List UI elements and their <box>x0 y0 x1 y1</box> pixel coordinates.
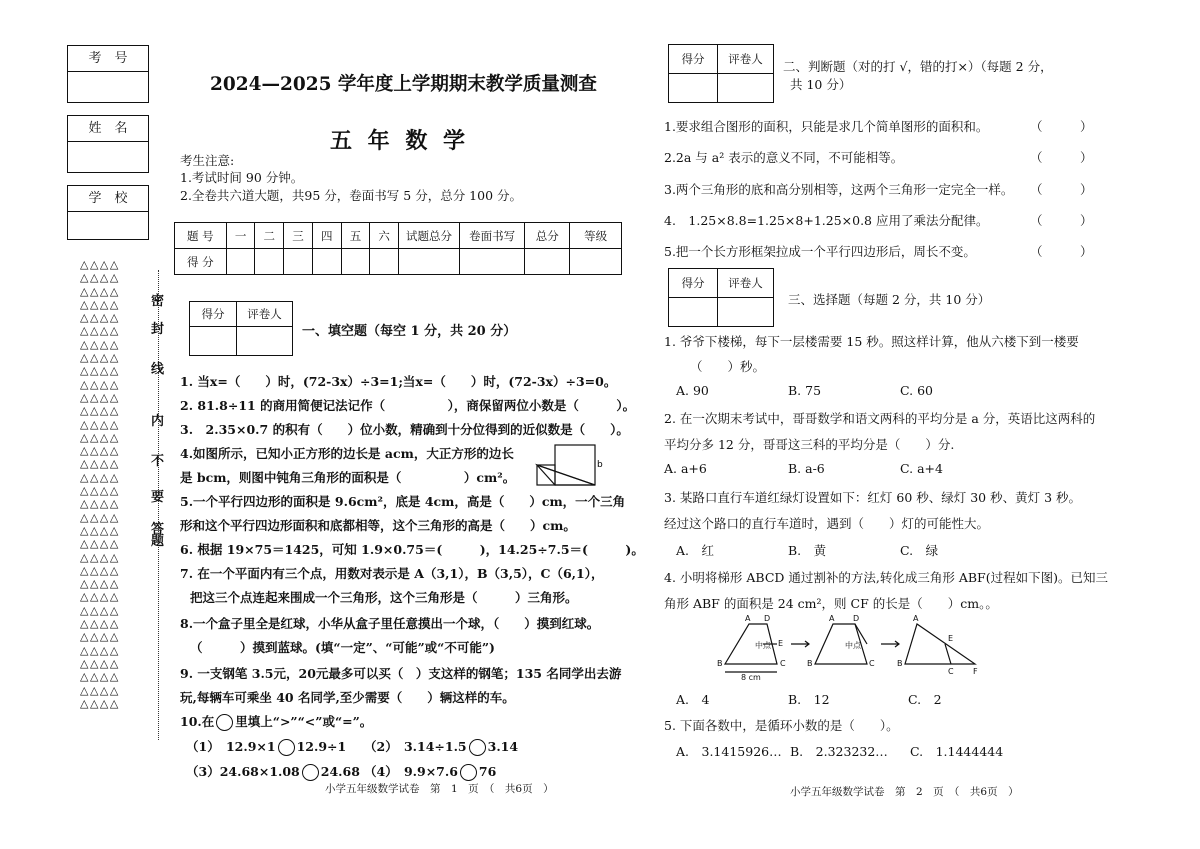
triangle-row: △△△△ <box>80 364 120 378</box>
label-F: F <box>973 667 978 676</box>
fill-question-4a: 4.如图所示，已知小正方形的边长是 acm，大正方形的边长 <box>180 446 514 461</box>
choice-q3-c[interactable]: C. 绿 <box>900 543 939 558</box>
score-cell[interactable] <box>226 249 255 275</box>
judge-question-5: 5.把一个长方形框架拉成一个平行四边形后，周长不变。 <box>664 244 976 259</box>
triangle-row: △△△△ <box>80 563 120 577</box>
triangle-border <box>80 258 150 710</box>
triangle-row: △△△△ <box>80 670 120 684</box>
compare-circle[interactable] <box>469 739 486 756</box>
answer-paren[interactable]: （ ） <box>1030 150 1093 165</box>
section2-title-line1: 二、判断题（对的打 √，错的打×）（每题 2 分， <box>783 59 1053 74</box>
choice-q4-a[interactable]: A. 4 <box>676 692 710 707</box>
triangle-row: △△△△ <box>80 284 120 298</box>
label-E: E <box>948 634 954 643</box>
score-header: 四 <box>312 223 341 249</box>
figure-label-b: b <box>597 460 603 470</box>
choice-q5-a[interactable]: A. 3.1415926… <box>676 744 782 759</box>
grader-score-label: 得分 <box>190 302 237 327</box>
answer-paren[interactable]: （ ） <box>1030 119 1093 134</box>
triangle-row: △△△△ <box>80 271 120 285</box>
fill-question-10 <box>180 712 372 731</box>
compare-right: 24.68 <box>320 764 360 779</box>
choice-q1-a[interactable]: A. 90 <box>676 383 709 398</box>
triangle-row: △△△△ <box>80 470 120 484</box>
choice-q3-a[interactable]: A. 红 <box>676 543 715 558</box>
fill-question-9a: 9. 一支钢笔 3.5元，20元最多可以买（ ）支这样的钢笔；135 名同学出去游 <box>180 666 622 681</box>
compare-circle[interactable] <box>302 764 319 781</box>
exam-number-box <box>67 45 149 103</box>
score-cell[interactable] <box>525 249 570 275</box>
school-label: 学 校 <box>68 186 148 212</box>
grader-name-label: 评卷人 <box>237 302 293 327</box>
grader-score-cell[interactable] <box>669 74 718 103</box>
grader-box <box>189 301 293 356</box>
triangle-row: △△△△ <box>80 683 120 697</box>
score-header: 等级 <box>570 223 622 249</box>
answer-paren[interactable]: （ ） <box>1030 213 1093 228</box>
judge-question-2: 2.2a 与 a² 表示的意义不同，不可能相等。 <box>664 150 904 165</box>
triangle-row: △△△△ <box>80 484 120 498</box>
score-header: 三 <box>284 223 313 249</box>
triangle-row: △△△△ <box>80 258 120 271</box>
seal-dotted-line <box>158 270 159 740</box>
big-square <box>555 445 595 485</box>
triangle-row: △△△△ <box>80 617 120 631</box>
label-B: B <box>807 659 813 668</box>
compare-left: （1） 12.9×1 <box>186 739 276 754</box>
section3-title: 三、选择题（每题 2 分，共 10 分） <box>788 292 991 307</box>
choice-q4-b: 角形 ABF 的面积是 24 cm²，则 CF 的长是（ ）cm。。 <box>664 596 998 611</box>
label-A: A <box>829 614 835 623</box>
fill-question-9b: 玩,每辆车可乘坐 40 名同学,至少需要（ ）辆这样的车。 <box>180 690 515 705</box>
compare-left: （2） 3.14÷1.5 <box>364 739 467 754</box>
triangle-row: △△△△ <box>80 311 120 325</box>
score-cell[interactable] <box>370 249 399 275</box>
grader-box <box>668 44 774 103</box>
triangle-row: △△△△ <box>80 537 120 551</box>
seal-char: 不 <box>151 454 165 469</box>
grader-name-cell[interactable] <box>237 327 293 356</box>
choice-q4-b-opt[interactable]: B. 12 <box>788 692 830 707</box>
triangle-row: △△△△ <box>80 523 120 537</box>
label-B: B <box>717 659 723 668</box>
triangle-row: △△△△ <box>80 297 120 311</box>
judge-question-3: 3.两个三角形的底和高分别相等，这两个三角形一定完全一样。 <box>664 182 1014 197</box>
choice-q1-blank: （ ）秒。 <box>690 359 766 374</box>
notice-item: 2.全卷共六道大题，共95 分，卷面书写 5 分，总分 100 分。 <box>180 188 523 203</box>
label-E: E <box>778 639 784 648</box>
fill-question-4b: 是 bcm，则图中钝角三角形的面积是（ ）cm²。 <box>180 470 516 485</box>
choice-q2-c[interactable]: C. a+4 <box>900 461 943 476</box>
compare-left: （4） 9.9×7.6 <box>364 764 458 779</box>
fill-question-7b: 把这三个点连起来围成一个三角形，这个三角形是（ ）三角形。 <box>190 590 578 605</box>
seal-char: 要 <box>151 490 165 505</box>
choice-q2-a[interactable]: A. a+6 <box>664 461 707 476</box>
choice-q2: 2. 在一次期末考试中，哥哥数学和语文两科的平均分是 a 分，英语比这两科的 <box>664 411 1096 426</box>
exam-title: 2024—2025 学年度上学期期末教学质量测查 <box>210 74 597 95</box>
compare-item-1 <box>186 737 346 756</box>
score-cell[interactable] <box>312 249 341 275</box>
grader-name-cell[interactable] <box>718 74 774 103</box>
seal-char: 封 <box>151 322 165 337</box>
label-A: A <box>745 614 751 623</box>
triangle-row: △△△△ <box>80 590 120 604</box>
triangle-row: △△△△ <box>80 643 120 657</box>
subject-title: 五 年 数 学 <box>330 128 469 154</box>
fill-question-8b: （ ）摸到蓝球。(填“一定”、“可能”或“不可能”) <box>190 640 495 655</box>
grader-score-cell[interactable] <box>669 298 718 327</box>
fill-question-5a: 5.一个平行四边形的面积是 9.6cm²，底是 4cm，高是（ ）cm，一个三角 <box>180 494 626 509</box>
compare-right: 12.9÷1 <box>296 739 347 754</box>
score-cell[interactable] <box>341 249 370 275</box>
score-header: 一 <box>226 223 255 249</box>
fill-question-8a: 8.一个盒子里全是红球，小华从盒子里任意摸出一个球，（ ）摸到红球。 <box>180 616 600 631</box>
score-header: 题 号 <box>175 223 227 249</box>
triangle-row: △△△△ <box>80 351 120 365</box>
triangle-row: △△△△ <box>80 577 120 591</box>
choice-q4: 4. 小明将梯形 ABCD 通过割补的方法,转化成三角形 ABF(过程如下图)。已知三 <box>664 570 1108 585</box>
fill-question-3: 3. 2.35×0.7 的积有（ ）位小数，精确到十分位得到的近似数是（ ）。 <box>180 422 629 437</box>
score-header: 六 <box>370 223 399 249</box>
squares-figure <box>535 443 607 488</box>
triangle-row: △△△△ <box>80 404 120 418</box>
score-table <box>174 222 622 275</box>
compare-circle[interactable] <box>278 739 295 756</box>
choice-q5: 5. 下面各数中，是循环小数的是（ ）。 <box>664 718 899 733</box>
label-C: C <box>869 659 875 668</box>
fill-question-2: 2. 81.8÷11 的商用简便记法记作（ ），商保留两位小数是（ ）。 <box>180 398 636 413</box>
grader-score-label: 得分 <box>669 45 718 74</box>
triangle-row: △△△△ <box>80 510 120 524</box>
score-header: 卷面书写 <box>459 223 524 249</box>
label-midpoint: 中点 <box>755 641 771 650</box>
trapezoid-figure <box>705 614 995 684</box>
triangle-row: △△△△ <box>80 497 120 511</box>
label-8cm: 8 cm <box>741 673 761 682</box>
label-B: B <box>897 659 903 668</box>
label-D: D <box>764 614 771 623</box>
answer-paren[interactable]: （ ） <box>1030 182 1093 197</box>
fill-question-1: 1. 当x=（ ）时，(72-3x）÷3=1;当x=（ ）时，(72-3x）÷3=0。 <box>180 374 617 389</box>
choice-q1-c[interactable]: C. 60 <box>900 383 933 398</box>
page-footer-right: 小学五年级数学试卷 第 2 页 （ 共6页 ） <box>790 786 1019 798</box>
choice-q5-c[interactable]: C. 1.1444444 <box>910 744 1004 759</box>
triangle-row: △△△△ <box>80 603 120 617</box>
fill-question-6: 6. 根据 19×75＝1425，可知 1.9×0.75＝( )，14.25÷7.5＝( )。 <box>180 542 644 557</box>
section2-title-line2: 共 10 分） <box>790 77 852 92</box>
triangle-row: △△△△ <box>80 457 120 471</box>
score-cell[interactable] <box>255 249 284 275</box>
label-A: A <box>913 614 919 623</box>
score-cell[interactable] <box>459 249 524 275</box>
seal-char: 题 <box>151 534 165 549</box>
triangle-row: △△△△ <box>80 550 120 564</box>
score-header: 五 <box>341 223 370 249</box>
triangle-row: △△△△ <box>80 696 120 710</box>
triangle-row: △△△△ <box>80 656 120 670</box>
answer-paren[interactable]: （ ） <box>1030 244 1093 259</box>
q10-prefix: 10.在 <box>180 714 215 729</box>
exam-number-label: 考 号 <box>68 46 148 72</box>
score-header: 总分 <box>525 223 570 249</box>
triangle-row: △△△△ <box>80 324 120 338</box>
grader-name-label: 评卷人 <box>718 45 774 74</box>
page-footer-left: 小学五年级数学试卷 第 1 页 （ 共6页 ） <box>325 783 554 795</box>
seal-char: 内 <box>151 414 165 429</box>
grader-name-label: 评卷人 <box>718 269 774 298</box>
seal-char: 密 <box>151 294 165 309</box>
score-cell[interactable] <box>399 249 460 275</box>
score-cell[interactable] <box>570 249 622 275</box>
score-header: 二 <box>255 223 284 249</box>
score-header: 试题总分 <box>399 223 460 249</box>
choice-q5-b[interactable]: B. 2.323232… <box>790 744 888 759</box>
compare-item-4 <box>364 762 496 781</box>
q10-suffix: 里填上“>”“<”或“=”。 <box>235 714 373 729</box>
fill-question-5b: 形和这个平行四边形面积和底都相等，这个三角形的高是（ ）cm。 <box>180 518 576 533</box>
grader-name-cell[interactable] <box>718 298 774 327</box>
choice-q2-b-opt[interactable]: B. a-6 <box>788 461 825 476</box>
name-box <box>67 115 149 173</box>
seal-char: 答 <box>151 522 165 537</box>
compare-circle[interactable] <box>216 714 233 731</box>
choice-q4-c[interactable]: C. 2 <box>908 692 942 707</box>
label-D: D <box>853 614 860 623</box>
triangle-ABF <box>905 624 975 664</box>
compare-left: （3）24.68×1.08 <box>186 764 300 779</box>
choice-q3-b-opt[interactable]: B. 黄 <box>788 543 827 558</box>
compare-item-2 <box>364 737 518 756</box>
compare-circle[interactable] <box>460 764 477 781</box>
grader-score-cell[interactable] <box>190 327 237 356</box>
compare-right: 3.14 <box>487 739 519 754</box>
judge-question-4: 4. 1.25×8.8=1.25×8+1.25×0.8 应用了乘法分配律。 <box>664 213 989 228</box>
notice-item: 1.考试时间 90 分钟。 <box>180 170 304 185</box>
score-row-label: 得 分 <box>175 249 227 275</box>
compare-right: 76 <box>478 764 497 779</box>
triangle-row: △△△△ <box>80 630 120 644</box>
triangle-row: △△△△ <box>80 337 120 351</box>
section1-title: 一、填空题（每空 1 分，共 20 分） <box>302 324 517 339</box>
triangle-row: △△△△ <box>80 417 120 431</box>
triangle-row: △△△△ <box>80 430 120 444</box>
judge-question-1: 1.要求组合图形的面积，只能是求几个简单图形的面积和。 <box>664 119 989 134</box>
grader-score-label: 得分 <box>669 269 718 298</box>
label-midpoint: 中点 <box>845 641 861 650</box>
triangle-row: △△△△ <box>80 390 120 404</box>
choice-q1-b[interactable]: B. 75 <box>788 383 822 398</box>
label-C: C <box>948 667 954 676</box>
choice-q3: 3. 某路口直行车道红绿灯设置如下：红灯 60 秒、绿灯 30 秒、黄灯 3 秒。 <box>664 490 1082 505</box>
compare-item-3 <box>186 762 360 781</box>
fill-question-7a: 7. 在一个平面内有三个点，用数对表示是 A（3,1），B（3,5），C（6,1）， <box>180 566 604 581</box>
label-C: C <box>780 659 786 668</box>
score-cell[interactable] <box>284 249 313 275</box>
triangle-row: △△△△ <box>80 444 120 458</box>
triangle-row: △△△△ <box>80 377 120 391</box>
grader-box <box>668 268 774 327</box>
choice-q2-b: 平均分多 12 分，哥哥这三科的平均分是（ ）分. <box>664 437 955 452</box>
seal-char: 线 <box>151 362 165 377</box>
choice-q1: 1. 爷爷下楼梯，每下一层楼需要 15 秒。照这样计算，他从六楼下到一楼要 <box>664 334 1079 349</box>
name-label: 姓 名 <box>68 116 148 142</box>
choice-q3-b: 经过这个路口的直行车道时，遇到（ ）灯的可能性大。 <box>664 516 990 531</box>
school-box <box>67 185 149 240</box>
notice-title: 考生注意: <box>180 153 235 168</box>
